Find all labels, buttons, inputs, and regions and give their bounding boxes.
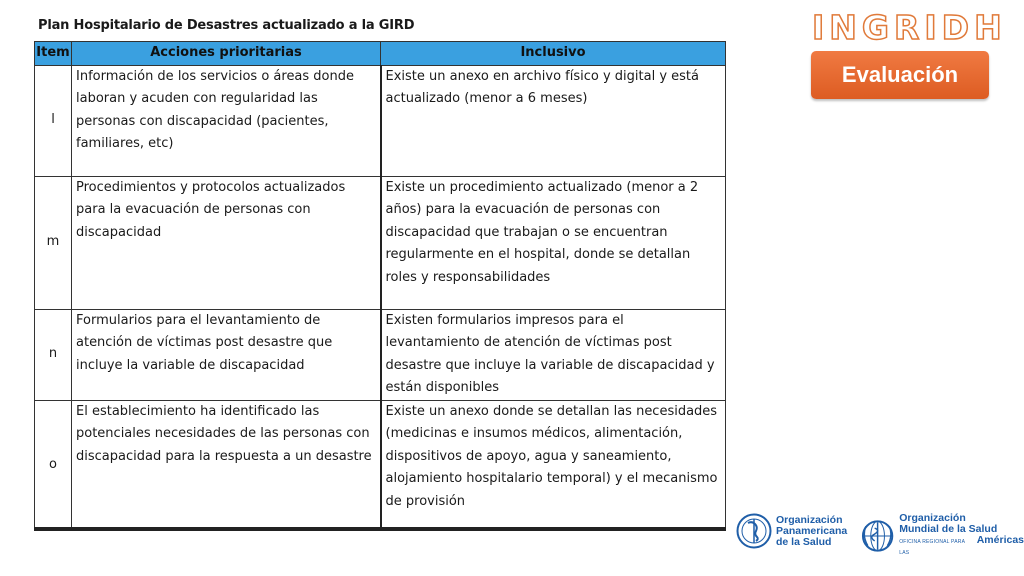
oms-logo bbox=[860, 513, 1024, 559]
row-inclusivo: Existen formularios impresos para el levantamiento de atención de víctimas post desastre que incluye la variable de discapacidad y están disponibles bbox=[381, 309, 726, 400]
header-inclusivo: Inclusivo bbox=[381, 42, 726, 66]
oms-small-text: OFICINA REGIONAL PARA LAS bbox=[899, 539, 965, 556]
ops-emblem-icon bbox=[736, 513, 772, 549]
ops-line2: Panamericana bbox=[776, 524, 848, 537]
row-inclusivo: Existe un anexo en archivo físico y digital y está actualizado (menor a 6 meses) bbox=[381, 65, 726, 176]
gird-table bbox=[34, 41, 726, 531]
row-acciones: Información de los servicios o áreas donde laboran y acuden con regularidad las personas con discapacidad (pacientes, familiares, etc) bbox=[72, 65, 381, 176]
row-item: m bbox=[35, 176, 72, 309]
row-item: l bbox=[35, 65, 72, 176]
row-acciones: Formularios para el levantamiento de atención de víctimas post desastre que incluye la variable de discapacidad bbox=[72, 309, 381, 400]
table-header-row bbox=[35, 42, 726, 66]
who-emblem-icon bbox=[860, 518, 895, 554]
row-item: n bbox=[35, 309, 72, 400]
row-acciones: El establecimiento ha identificado las potenciales necesidades de las personas con discapacidad para la respuesta a un desastre bbox=[72, 400, 381, 530]
evaluacion-button[interactable]: Evaluación bbox=[811, 51, 989, 99]
oms-line2: Mundial de la Salud bbox=[899, 523, 998, 535]
footer-divider bbox=[34, 527, 726, 529]
ops-line3: de la Salud bbox=[776, 535, 832, 548]
brand-title: INGRIDH bbox=[812, 8, 1007, 47]
row-inclusivo: Existe un procedimiento actualizado (menor a 2 años) para la evacuación de personas con discapacidad que trabajan o se encuentran regularmente en el hospital, donde se detallan roles y responsabilidades bbox=[381, 176, 726, 309]
header-acciones: Acciones prioritarias bbox=[72, 42, 381, 66]
oms-line1: Organización bbox=[899, 512, 966, 524]
ops-logo bbox=[736, 513, 847, 549]
table-row bbox=[35, 400, 726, 530]
row-inclusivo: Existe un anexo donde se detallan las necesidades (medicinas e insumos médicos, alimentación, dispositivos de apoyo, agua y saneamiento, alojamiento hospitalario temporal) y el mecanismo de provisión bbox=[381, 400, 726, 530]
page-title: Plan Hospitalario de Desastres actualizado a la GIRD bbox=[38, 18, 415, 33]
ops-line1: Organización bbox=[776, 513, 843, 526]
row-item: o bbox=[35, 400, 72, 530]
row-acciones: Procedimientos y protocolos actualizados para la evacuación de personas con discapacidad bbox=[72, 176, 381, 309]
table-row bbox=[35, 65, 726, 176]
table-row bbox=[35, 176, 726, 309]
table-row bbox=[35, 309, 726, 400]
header-item: Item bbox=[35, 42, 72, 66]
oms-americas: Américas bbox=[976, 534, 1024, 546]
